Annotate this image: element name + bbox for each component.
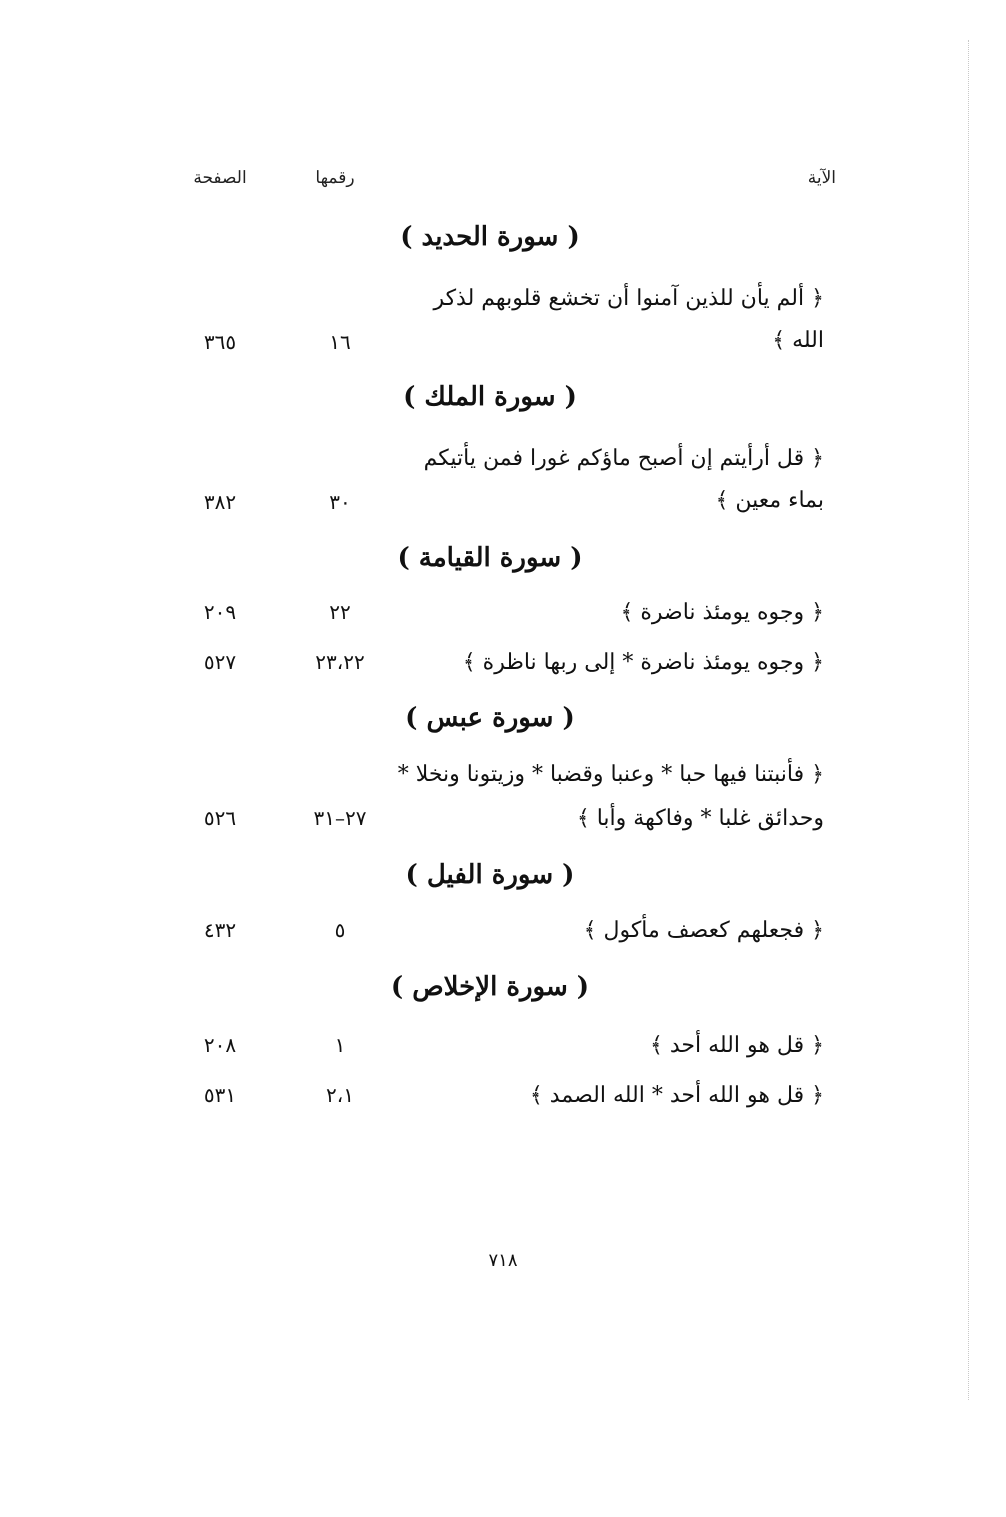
column-header-number: رقمها xyxy=(315,168,355,188)
ayah-line: ﴿ فجعلهم كعصف مأكول ﴾ xyxy=(583,918,824,943)
surah-title-qiyamah: ( سورة القيامة ) xyxy=(397,543,583,573)
surah-title-abasa: ( سورة عبس ) xyxy=(405,703,575,733)
page-reference: ٥٣١ xyxy=(203,1083,237,1107)
ayah-line: ﴿ قل هو الله أحد * الله الصمد ﴾ xyxy=(529,1083,824,1108)
ayah-number: ٢٢ xyxy=(329,600,351,624)
ayah-number: ١ xyxy=(334,1033,346,1057)
page-reference: ٢٠٩ xyxy=(203,600,237,624)
ayah-line: ﴿ فأنبتنا فيها حبا * وعنبا وقضبا * وزيتونا ونخلا * xyxy=(397,762,824,787)
page-edge-line xyxy=(968,40,969,1400)
page-reference: ٣٨٢ xyxy=(203,490,237,514)
ayah-line: ﴿ ألم يأن للذين آمنوا أن تخشع قلوبهم لذكر xyxy=(433,286,824,311)
ayah-number: ٥ xyxy=(334,918,346,942)
page-reference: ٥٢٧ xyxy=(203,650,237,674)
ayah-number: ٢،١ xyxy=(326,1083,354,1107)
page-reference: ٥٢٦ xyxy=(203,806,237,830)
surah-title-hadid: ( سورة الحديد ) xyxy=(400,222,580,252)
ayah-line: ﴿ قل هو الله أحد ﴾ xyxy=(649,1033,824,1058)
ayah-line: الله ﴾ xyxy=(772,328,824,353)
column-header-ayah: الآية xyxy=(807,168,836,188)
ayah-line: ﴿ قل أرأيتم إن أصبح ماؤكم غورا فمن يأتيكم xyxy=(423,446,824,471)
ayah-line: وحدائق غلبا * وفاكهة وأبا ﴾ xyxy=(576,806,824,831)
surah-title-ikhlas: ( سورة الإخلاص ) xyxy=(390,972,590,1002)
surah-title-mulk: ( سورة الملك ) xyxy=(403,382,577,412)
surah-title-fil: ( سورة الفيل ) xyxy=(405,860,575,890)
page-reference: ٣٦٥ xyxy=(203,330,237,354)
ayah-line: ﴿ وجوه يومئذ ناضرة ﴾ xyxy=(620,600,824,625)
ayah-line: بماء معين ﴾ xyxy=(715,488,824,513)
page-reference: ٢٠٨ xyxy=(203,1033,237,1057)
ayah-number: ١٦ xyxy=(329,330,351,354)
page-number: ٧١٨ xyxy=(488,1250,518,1271)
ayah-number: ٢٣،٢٢ xyxy=(315,650,365,674)
ayah-number: ٣٠ xyxy=(329,490,351,514)
page-reference: ٤٣٢ xyxy=(203,918,237,942)
column-header-page: الصفحة xyxy=(193,168,247,188)
ayah-number: ٢٧–٣١ xyxy=(313,806,367,830)
ayah-line: ﴿ وجوه يومئذ ناضرة * إلى ربها ناظرة ﴾ xyxy=(462,650,824,675)
